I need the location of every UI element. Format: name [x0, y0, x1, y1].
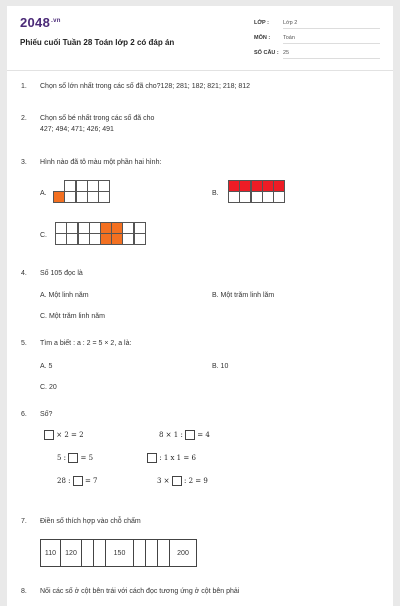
question-count-label: SỐ CÂU :: [254, 50, 279, 56]
site-logo[interactable]: $2048^{.vn}$: [20, 15, 61, 30]
q6-expression-5: 28 : = 7: [57, 477, 98, 485]
q1-text: Chọn số lớn nhất trong các số đã cho?128; 281; 182; 821; 218; 812: [40, 83, 251, 90]
q7-cell-5[interactable]: 150: [106, 540, 134, 566]
q7-cell-9[interactable]: 200: [177, 549, 189, 557]
worksheet-header: [7, 6, 393, 71]
class-value: Lớp 2: [283, 20, 380, 29]
q7-text: Điền số thích hợp vào chỗ chấm: [40, 518, 141, 525]
q7-number-sequence: [40, 539, 197, 567]
q4-text: Số 105 đọc là: [40, 270, 83, 277]
q6-blank-4[interactable]: [147, 453, 157, 463]
q5-option-c[interactable]: C. 20: [40, 384, 57, 391]
question-count-value: 25: [283, 50, 380, 59]
q6-blank-5[interactable]: [73, 476, 83, 486]
q3-option-b-label: B.: [212, 190, 219, 197]
worksheet-page: [7, 6, 393, 606]
q7-cell-2[interactable]: 120: [61, 540, 82, 566]
q8-number: 8.: [21, 588, 27, 595]
q8-text: Nối các số ở cột bên trái với cách đọc tương ứng ở cột bên phải: [40, 588, 240, 595]
q3-option-b-figure[interactable]: [229, 181, 285, 203]
q1-number: 1.: [21, 83, 27, 90]
q2-text-line1: Chọn số bé nhất trong các số đã cho: [40, 115, 155, 122]
q4-option-b[interactable]: B. Một trăm linh lăm: [212, 292, 275, 299]
q5-text: Tìm a biết : a : 2 = 5 × 2, a là:: [40, 340, 132, 347]
q7-cell-6[interactable]: [134, 540, 146, 566]
q3-option-a-figure[interactable]: [54, 181, 110, 203]
q7-cell-4[interactable]: [94, 540, 106, 566]
q5-option-b[interactable]: B. 10: [212, 363, 229, 370]
q5-number: 5.: [21, 340, 27, 347]
q7-cell-7[interactable]: [146, 540, 158, 566]
worksheet-title: Phiếu cuối Tuần 28 Toán lớp 2 có đáp án: [20, 38, 175, 47]
q3-number: 3.: [21, 159, 27, 166]
q6-blank-2[interactable]: [185, 430, 195, 440]
q3-option-c-label: C.: [40, 232, 47, 239]
q4-option-a[interactable]: A. Một linh năm: [40, 292, 89, 299]
q6-number: 6.: [21, 411, 27, 418]
q6-blank-1[interactable]: [44, 430, 54, 440]
q3-option-c-figure[interactable]: [56, 223, 146, 245]
q3-option-a-label: A.: [40, 190, 47, 197]
q4-number: 4.: [21, 270, 27, 277]
q7-cell-1[interactable]: 110: [41, 540, 61, 566]
q6-expression-4: : 1 x 1 = 6: [147, 453, 196, 463]
q6-expression-1: × 2 = 2: [44, 430, 84, 440]
subject-label: MÔN :: [254, 35, 271, 41]
q6-text: Số?: [40, 411, 53, 418]
q6-blank-3[interactable]: [68, 453, 78, 463]
q7-cell-8[interactable]: [158, 540, 170, 566]
q6-expression-3: 5 : = 5: [57, 454, 94, 462]
subject-value: Toán: [283, 35, 380, 44]
q6-expression-2: 8 × 1 : = 4: [159, 431, 210, 439]
q7-cell-3[interactable]: [82, 540, 94, 566]
q2-text-line2: 427; 494; 471; 426; 491: [40, 126, 114, 133]
q3-text: Hình nào đã tô màu một phần hai hình:: [40, 159, 162, 166]
q4-option-c[interactable]: C. Một trăm linh năm: [40, 313, 105, 320]
q6-blank-6[interactable]: [172, 476, 182, 486]
q5-option-a[interactable]: A. 5: [40, 363, 53, 370]
q2-number: 2.: [21, 115, 27, 122]
q6-expression-6: 3 × : 2 = 9: [157, 477, 208, 485]
class-label: LỚP :: [254, 20, 269, 26]
q7-number: 7.: [21, 518, 27, 525]
